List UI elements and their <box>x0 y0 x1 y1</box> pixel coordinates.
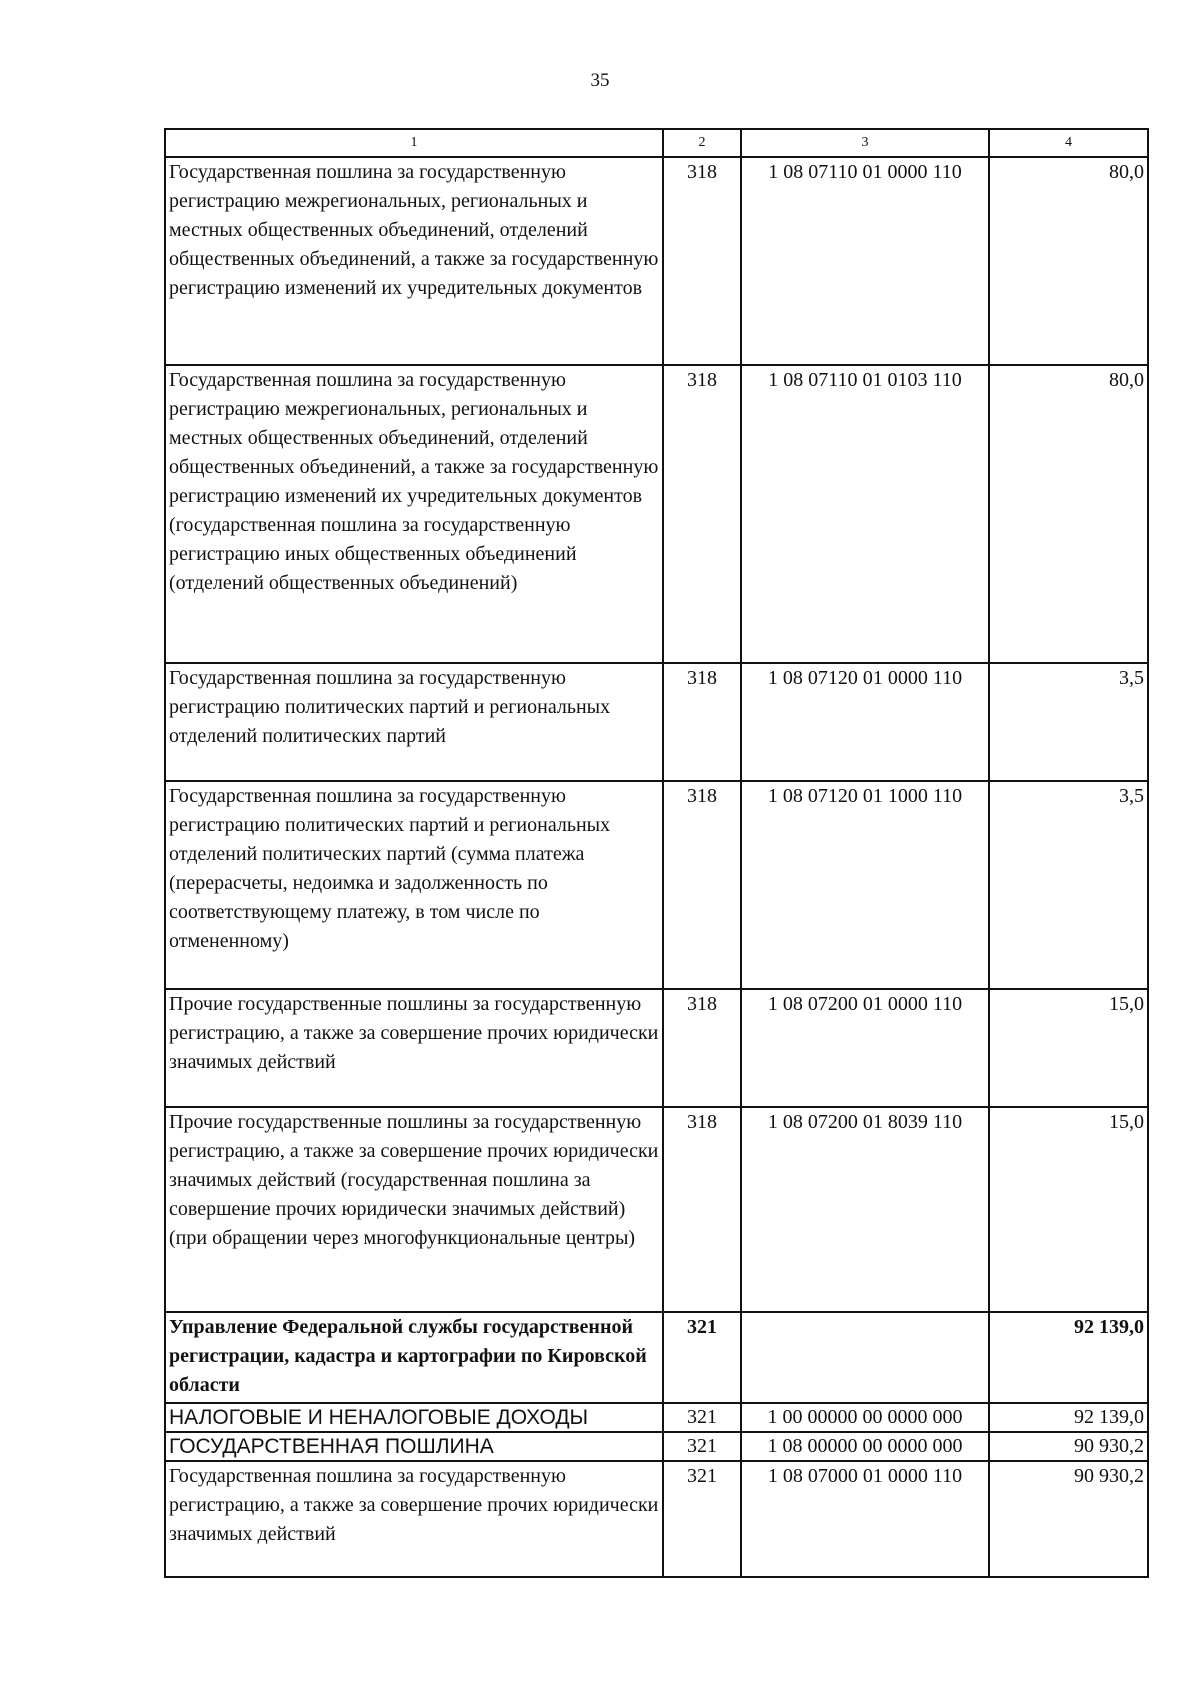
row-name: ГОСУДАРСТВЕННАЯ ПОШЛИНА <box>165 1432 663 1461</box>
table-row <box>165 157 1148 365</box>
row-revenue-code: 1 08 07110 01 0103 110 <box>741 365 989 663</box>
table-row <box>165 1107 1148 1312</box>
row-revenue-code: 1 08 07200 01 8039 110 <box>741 1107 989 1312</box>
row-admin-code: 321 <box>663 1403 741 1432</box>
row-admin-code: 318 <box>663 663 741 781</box>
column-header-3: 3 <box>741 129 989 157</box>
row-amount: 3,5 <box>989 781 1148 989</box>
row-amount: 90 930,2 <box>989 1432 1148 1461</box>
row-revenue-code: 1 08 00000 00 0000 000 <box>741 1432 989 1461</box>
column-number-row <box>165 129 1148 157</box>
row-revenue-code: 1 08 07120 01 1000 110 <box>741 781 989 989</box>
table-row <box>165 365 1148 663</box>
row-amount: 15,0 <box>989 1107 1148 1312</box>
revenue-table <box>164 128 1149 1578</box>
row-admin-code: 318 <box>663 157 741 365</box>
row-name: Государственная пошлина за государственную регистрацию межрегиональных, региональных и местных общественных объединений, отделений общественных объединений, а также за государственную регистрацию изменений их учредительных документов (государственная пошлина за государственную регистрацию иных общественных объединений (отделений общественных объединений) <box>165 365 663 663</box>
row-revenue-code: 1 08 07200 01 0000 110 <box>741 989 989 1107</box>
row-name: Государственная пошлина за государственную регистрацию, а также за совершение прочих юридически значимых действий <box>165 1461 663 1577</box>
table-row <box>165 663 1148 781</box>
table-row <box>165 1461 1148 1577</box>
row-revenue-code: 1 08 07110 01 0000 110 <box>741 157 989 365</box>
row-amount: 92 139,0 <box>989 1312 1148 1403</box>
row-name: НАЛОГОВЫЕ И НЕНАЛОГОВЫЕ ДОХОДЫ <box>165 1403 663 1432</box>
row-admin-code: 318 <box>663 1107 741 1312</box>
table-row <box>165 1432 1148 1461</box>
table-row-section-heading <box>165 1312 1148 1403</box>
row-amount: 92 139,0 <box>989 1403 1148 1432</box>
row-admin-code: 321 <box>663 1312 741 1403</box>
row-name: Прочие государственные пошлины за государственную регистрацию, а также за совершение прочих юридически значимых действий <box>165 989 663 1107</box>
row-amount: 90 930,2 <box>989 1461 1148 1577</box>
row-revenue-code: 1 08 07000 01 0000 110 <box>741 1461 989 1577</box>
table-row <box>165 1403 1148 1432</box>
row-revenue-code: 1 00 00000 00 0000 000 <box>741 1403 989 1432</box>
row-admin-code: 318 <box>663 365 741 663</box>
row-amount: 3,5 <box>989 663 1148 781</box>
row-admin-code: 321 <box>663 1432 741 1461</box>
row-admin-code: 321 <box>663 1461 741 1577</box>
row-admin-code: 318 <box>663 989 741 1107</box>
row-revenue-code: 1 08 07120 01 0000 110 <box>741 663 989 781</box>
row-amount: 80,0 <box>989 157 1148 365</box>
column-header-4: 4 <box>989 129 1148 157</box>
column-header-1: 1 <box>165 129 663 157</box>
row-amount: 80,0 <box>989 365 1148 663</box>
row-revenue-code <box>741 1312 989 1403</box>
table-row <box>165 781 1148 989</box>
row-admin-code: 318 <box>663 781 741 989</box>
page-number: 35 <box>590 70 610 91</box>
table-row <box>165 989 1148 1107</box>
row-name: Прочие государственные пошлины за государственную регистрацию, а также за совершение прочих юридически значимых действий (государственная пошлина за совершение прочих юридически значимых действий) (при обращении через многофункциональные центры) <box>165 1107 663 1312</box>
row-name: Государственная пошлина за государственную регистрацию политических партий и региональных отделений политических партий (сумма платежа (перерасчеты, недоимка и задолженность по соответствующему платежу, в том числе по отмененному) <box>165 781 663 989</box>
row-name: Государственная пошлина за государственную регистрацию политических партий и региональных отделений политических партий <box>165 663 663 781</box>
column-header-2: 2 <box>663 129 741 157</box>
row-amount: 15,0 <box>989 989 1148 1107</box>
row-name: Государственная пошлина за государственную регистрацию межрегиональных, региональных и местных общественных объединений, отделений общественных объединений, а также за государственную регистрацию изменений их учредительных документов <box>165 157 663 365</box>
row-name: Управление Федеральной службы государственной регистрации, кадастра и картографии по Кировской области <box>165 1312 663 1403</box>
